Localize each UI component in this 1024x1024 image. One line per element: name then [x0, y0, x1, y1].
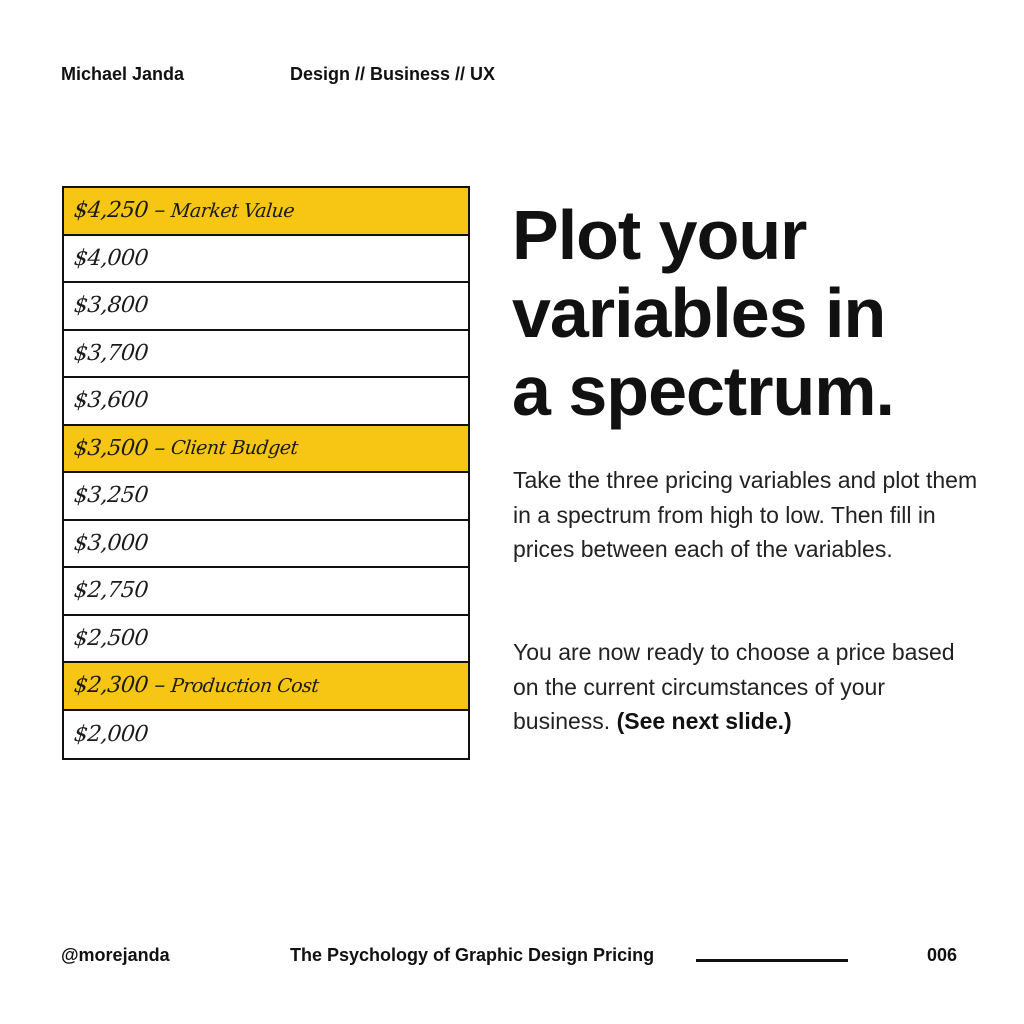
- price-value: $3,500: [72, 435, 150, 461]
- price-value: $2,000: [72, 721, 150, 747]
- body-paragraph-1: Take the three pricing variables and plot them in a spectrum from high to low. Then fill in prices between each of the variables.: [513, 467, 978, 562]
- price-value: $3,800: [72, 293, 150, 319]
- price-value: $4,000: [72, 245, 150, 271]
- social-handle: @morejanda: [61, 945, 170, 965]
- price-row: [64, 473, 468, 521]
- price-value: $3,000: [72, 530, 150, 556]
- price-value: $2,500: [72, 625, 150, 651]
- price-label: Client Budget: [170, 437, 300, 460]
- body-paragraph-2-text: You are now ready to choose a price based on the current circumstances of your business.: [513, 639, 955, 734]
- price-row-highlighted: [64, 188, 468, 236]
- price-value: $2,300: [72, 673, 150, 699]
- price-spectrum-table: [62, 186, 470, 760]
- price-separator: –: [146, 435, 173, 461]
- price-value: $2,750: [72, 578, 150, 604]
- page-number: 006: [927, 945, 958, 965]
- headline-line-2: variables in: [512, 274, 886, 352]
- price-row: [64, 521, 468, 569]
- price-label: Production Cost: [170, 674, 321, 697]
- price-row: [64, 378, 468, 426]
- footer-rule: [696, 959, 848, 962]
- topic-tags: Design // Business // UX: [290, 64, 496, 84]
- price-row: [64, 568, 468, 616]
- price-value: $3,250: [72, 483, 150, 509]
- price-value: $3,700: [72, 340, 150, 366]
- headline-line-3: a spectrum.: [512, 352, 894, 430]
- series-title: The Psychology of Graphic Design Pricing: [290, 945, 655, 965]
- price-separator: –: [146, 673, 173, 699]
- author-name: Michael Janda: [61, 64, 185, 84]
- price-row: [64, 283, 468, 331]
- price-row: [64, 331, 468, 379]
- price-row-highlighted: [64, 663, 468, 711]
- price-value: $3,600: [72, 388, 150, 414]
- see-next-slide-note: (See next slide.): [616, 708, 792, 734]
- headline-line-1: Plot your: [512, 196, 807, 274]
- body-paragraph-2: [513, 635, 983, 739]
- price-separator: –: [146, 198, 173, 224]
- price-row: [64, 616, 468, 664]
- price-value: $4,250: [72, 198, 150, 224]
- price-label: Market Value: [170, 199, 296, 222]
- price-row-highlighted: [64, 426, 468, 474]
- headline: [512, 196, 992, 430]
- price-row: [64, 236, 468, 284]
- price-row: [64, 711, 468, 759]
